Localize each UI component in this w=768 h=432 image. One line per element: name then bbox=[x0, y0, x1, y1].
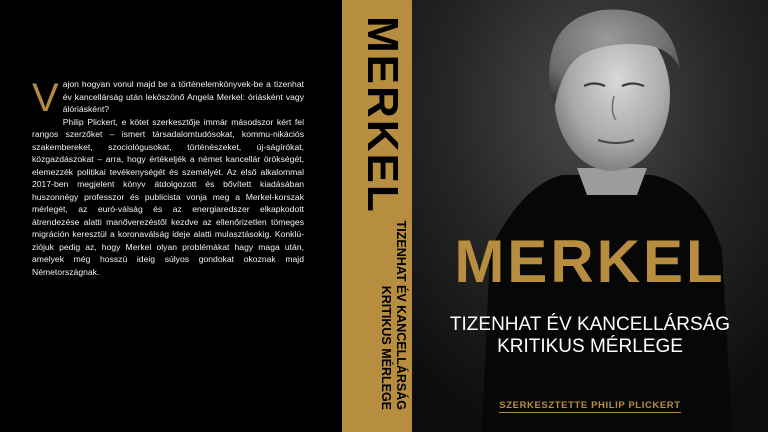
front-subtitle bbox=[412, 314, 768, 358]
spine-subtitle-line-2: KRITIKUS MÉRLEGE bbox=[379, 285, 393, 410]
front-cover bbox=[412, 0, 768, 432]
front-subtitle-line-2: KRITIKUS MÉRLEGE bbox=[497, 336, 683, 357]
spine-text-block bbox=[342, 6, 412, 426]
book-spine bbox=[342, 0, 412, 432]
back-cover-blurb bbox=[32, 78, 304, 278]
portrait-photo bbox=[412, 0, 768, 432]
spine-subtitle bbox=[378, 6, 408, 410]
blurb-paragraph-2: Philip Plickert, e kötet szerkesztője immár másodszor kért fel rangos szerzőket – ismert társadalomtudósokat, kommu-nikációs szakembereket, szociológusokat, történészeket, új-ságírókat, közgazdászokat – arra, hogy értékeljék a német kancellár örökségét, elemezzék politikai tevékenységét és személyét. Az első alkalommal 2017-ben megjelent könyv átdolgozott és bővített kiadásában huszonnégy professzor és publicista vonja meg a Merkel-korszak mérlegét, az euró-válság és az energiaredszer elkapkodott átrendezése alatti manőverezéstől kezdve az ellenőrizetlen tömeges migráción keresztül a koronaválság ideje alatti mulasztásokig. Konklú-ziójuk pedig az, hogy Merkel olyan problémákat hagy maga után, amelyek még hosszú ideig súlyos gondokat okoznak majd Németországnak. bbox=[32, 116, 304, 277]
back-cover bbox=[0, 0, 342, 432]
editor-credit-text: SZERKESZTETTE PHILIP PLICKERT bbox=[499, 400, 681, 411]
front-title: MERKEL bbox=[454, 228, 726, 295]
drop-cap: V bbox=[32, 76, 59, 120]
front-subtitle-line-1: TIZENHAT ÉV KANCELLÁRSÁG bbox=[449, 314, 731, 335]
blurb-paragraph-1: ajon hogyan vonul majd be a történelemkönyvek-be a tizenhat év kancellárság után leköszönő Angela Merkel: óriásként vagy álóriásként? bbox=[62, 79, 304, 114]
front-editor-credit bbox=[412, 400, 768, 411]
spine-title: MERKEL bbox=[358, 16, 407, 214]
spine-subtitle-line-1: TIZENHAT ÉV KANCELLÁRSÁG bbox=[394, 220, 408, 410]
